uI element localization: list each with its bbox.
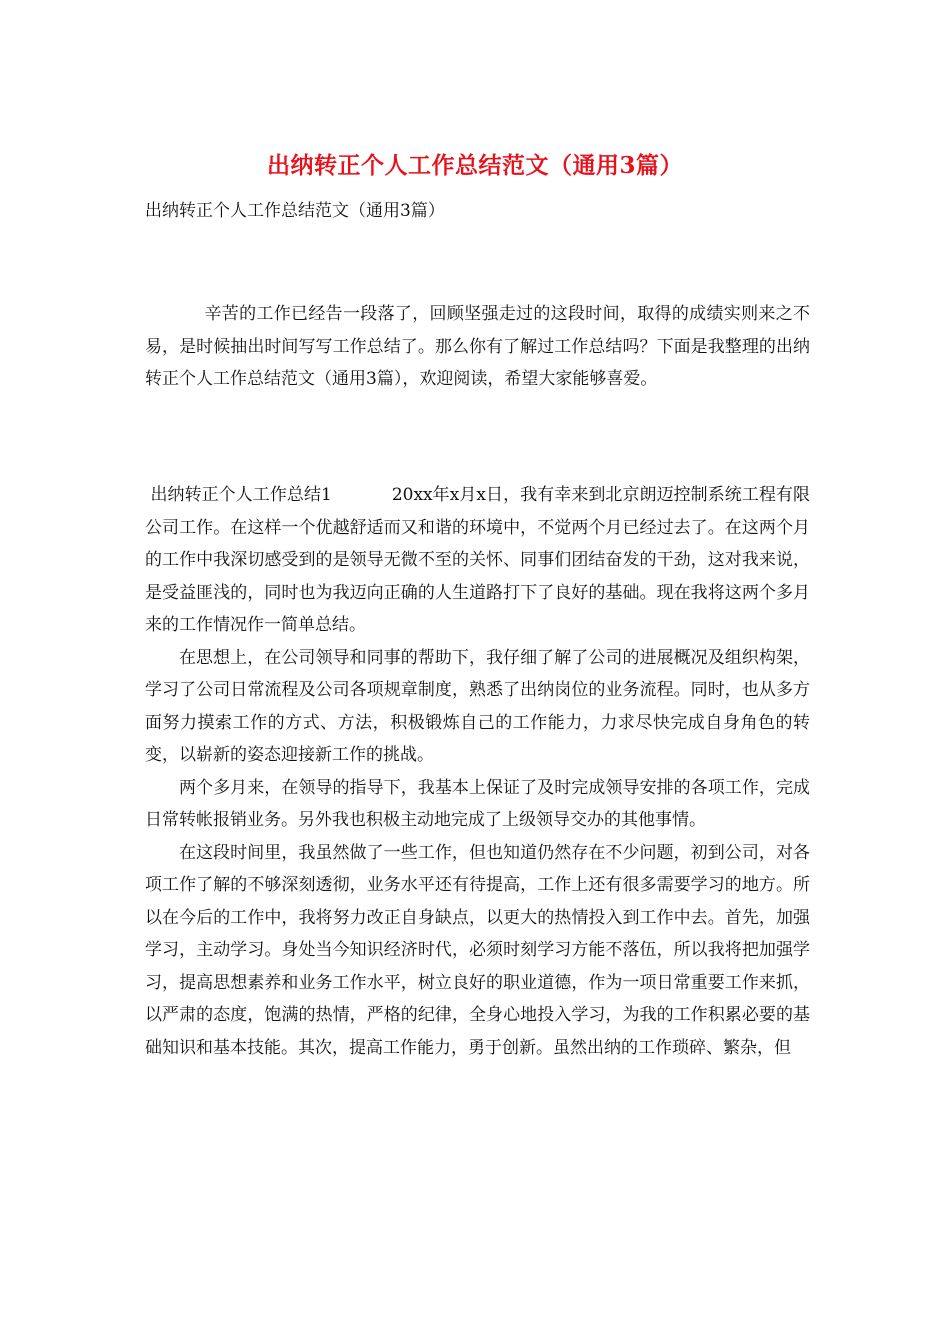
main-section	[145, 479, 810, 1064]
document-subtitle: 出纳转正个人工作总结范文（通用3篇）	[145, 201, 445, 221]
intro-paragraph: 辛苦的工作已经告一段落了，回顾坚强走过的这段时间，取得的成绩实则来之不易，是时候抽出时间写写工作总结了。那么你有了解过工作总结吗？下面是我整理的出纳转正个人工作总结范文（通用3篇），欢迎阅读，希望大家能够喜爱。	[145, 304, 810, 389]
section-first-paragraph	[145, 479, 810, 642]
section-first-text: 20xx年x月x日，我有幸来到北京朗迈控制系统工程有限公司工作。在这样一个优越舒适而又和谐的环境中，不觉两个月已经过去了。在这两个月的工作中我深切感受到的是领导无微不至的关怀、同事们团结奋发的干劲，这对我来说，是受益匪浅的，同时也为我迈向正确的人生道路打下了良好的基础。现在我将这两个多月来的工作情况作一简单总结。	[145, 485, 810, 635]
body-paragraph: 在思想上，在公司领导和同事的帮助下，我仔细了解了公司的进展概况及组织构架，学习了公司日常流程及公司各项规章制度，熟悉了出纳岗位的业务流程。同时，也从多方面努力摸索工作的方式、方法，积极锻炼自己的工作能力，力求尽快完成自身角色的转变，以崭新的姿态迎接新工作的挑战。	[145, 647, 810, 765]
section-heading: 出纳转正个人工作总结1	[150, 485, 332, 505]
body-paragraph: 两个多月来，在领导的指导下，我基本上保证了及时完成领导安排的各项工作，完成日常转帐报销业务。另外我也积极主动地完成了上级领导交办的其他事情。	[145, 777, 810, 830]
intro-section	[145, 298, 810, 396]
body-paragraph: 在这段时间里，我虽然做了一些工作，但也知道仍然存在不少问题，初到公司，对各项工作了解的不够深刻透彻，业务水平还有待提高，工作上还有很多需要学习的地方。所以在今后的工作中，我将努力改正自身缺点，以更大的热情投入到工作中去。首先，加强学习，主动学习。身处当今知识经济时代，必须时刻学习方能不落伍，所以我将把加强学习，提高思想素养和业务工作水平，树立良好的职业道德，作为一项日常重要工作来抓，以严肃的态度，饱满的热情，严格的纪律，全身心地投入学习，为我的工作积累必要的基础知识和基本技能。其次，提高工作能力，勇于创新。虽然出纳的工作琐碎、繁杂，但	[145, 842, 810, 1058]
document-title: 出纳转正个人工作总结范文（通用3篇）	[266, 152, 683, 179]
